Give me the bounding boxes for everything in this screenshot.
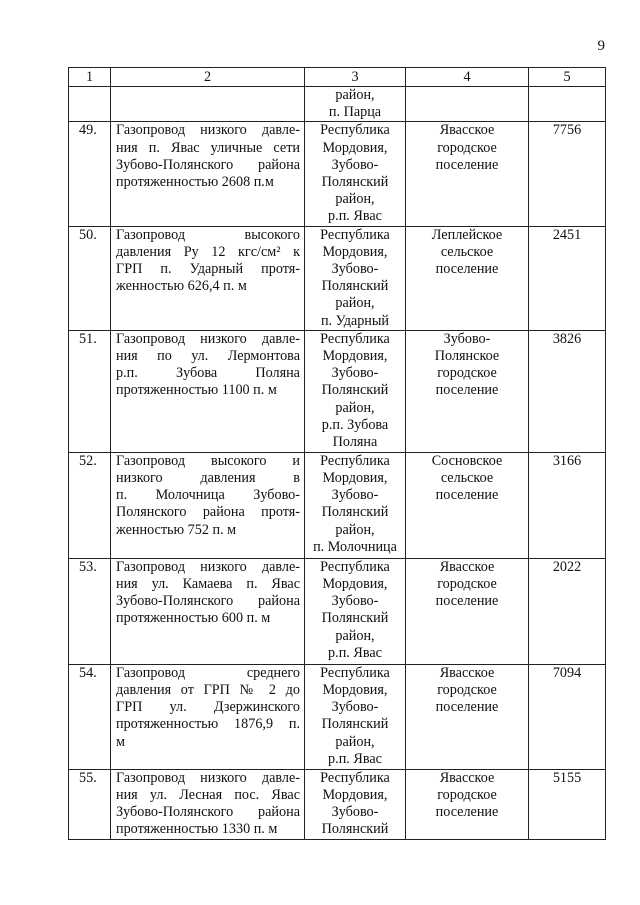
description-line: Газопровод высокого и xyxy=(116,452,300,469)
location-text: Республика Мордовия, Зубово- Полянский xyxy=(320,769,390,838)
description-line: женностью 752 п. м xyxy=(116,521,237,538)
row-number: 52. xyxy=(69,452,111,558)
description-line: м xyxy=(116,733,125,750)
description-text xyxy=(116,559,300,628)
page-number: 9 xyxy=(597,38,605,54)
description-line: ния по ул. Лермонтова xyxy=(116,348,300,365)
row-value: 2451 xyxy=(529,226,606,330)
description-line: р.п. Зубова Поляна xyxy=(116,365,300,382)
description-line: Газопровод низкого давле- xyxy=(116,769,300,786)
description-line: п. Молочница Зубово- xyxy=(116,487,300,504)
row-value: 5155 xyxy=(529,769,606,839)
row-municipality xyxy=(406,226,529,330)
description-text xyxy=(116,770,300,839)
row-number: 55. xyxy=(69,769,111,839)
description-text xyxy=(116,122,300,191)
row-description xyxy=(111,226,305,330)
row-municipality xyxy=(406,452,529,558)
municipality-text: Явасское городское поселение xyxy=(435,664,499,716)
description-line: Зубово-Полянского района xyxy=(116,156,300,173)
description-text xyxy=(116,453,300,539)
row-municipality xyxy=(406,122,529,226)
description-line: Газопровод среднего xyxy=(116,664,300,681)
row-description xyxy=(111,122,305,226)
location-text: Республика Мордовия, Зубово- Полянский район, р.п. Явас xyxy=(320,664,390,767)
row-value: 7756 xyxy=(529,122,606,226)
municipality-text: Явасское городское поселение xyxy=(435,122,499,173)
description-line: ния ул. Камаева п. Явас xyxy=(116,576,300,593)
column-header: 3 xyxy=(305,68,406,87)
description-line: Газопровод низкого давле- xyxy=(116,330,300,347)
description-text xyxy=(116,331,300,400)
row-municipality xyxy=(406,87,529,122)
table-row xyxy=(69,558,606,664)
location-text: Республика Мордовия, Зубово- Полянский район, п. Молочница xyxy=(313,452,397,555)
description-line: Зубово-Полянского района xyxy=(116,593,300,610)
description-line: ГРП п. Ударный протя- xyxy=(116,261,300,278)
row-location: район, п. Парца xyxy=(305,87,406,122)
description-line: низкого давления в xyxy=(116,470,300,487)
description-line: ГРП ул. Дзержинского xyxy=(116,699,300,716)
location-text: Республика Мордовия, Зубово- Полянский район, р.п. Явас xyxy=(320,558,390,661)
row-municipality xyxy=(406,769,529,839)
municipality-text: Сосновское сельское поселение xyxy=(431,452,503,504)
municipality-text: Леплейское сельское поселение xyxy=(431,226,503,278)
row-description xyxy=(111,87,305,122)
column-header: 2 xyxy=(111,68,305,87)
description-line: давления от ГРП № 2 до xyxy=(116,682,300,699)
location-text: Республика Мордовия, Зубово- Полянский район, р.п. Явас xyxy=(320,122,390,225)
row-value: 2022 xyxy=(529,558,606,664)
row-number: 53. xyxy=(69,558,111,664)
column-header: 1 xyxy=(69,68,111,87)
row-location xyxy=(305,664,406,769)
row-location xyxy=(305,226,406,330)
table-row xyxy=(69,664,606,769)
description-line: Газопровод высокого xyxy=(116,226,300,243)
municipality-text: Явасское городское поселение xyxy=(435,769,499,821)
row-location xyxy=(305,452,406,558)
row-location xyxy=(305,558,406,664)
row-location xyxy=(305,122,406,226)
table-row xyxy=(69,330,606,452)
table-row xyxy=(69,769,606,839)
row-description xyxy=(111,330,305,452)
table-header-row xyxy=(69,68,606,87)
description-line: женностью 626,4 п. м xyxy=(116,278,247,295)
row-description xyxy=(111,558,305,664)
row-value: 3826 xyxy=(529,330,606,452)
description-line: протяженностью 2608 п.м xyxy=(116,174,274,191)
description-line: Полянского района протя- xyxy=(116,504,300,521)
description-line: ния п. Явас уличные сети xyxy=(116,139,300,156)
row-number: 49. xyxy=(69,122,111,226)
continuation-row xyxy=(69,87,606,122)
municipality-text: Явасское городское поселение xyxy=(435,558,499,610)
description-line: протяженностью 1100 п. м xyxy=(116,382,277,399)
row-number: 50. xyxy=(69,226,111,330)
description-text xyxy=(116,227,300,296)
column-header: 5 xyxy=(529,68,606,87)
row-value xyxy=(529,87,606,122)
description-line: протяженностью 1330 п. м xyxy=(116,821,278,838)
row-municipality xyxy=(406,664,529,769)
table-row xyxy=(69,122,606,226)
row-number: 51. xyxy=(69,330,111,452)
description-line: ния ул. Лесная пос. Явас xyxy=(116,787,300,804)
row-number: 54. xyxy=(69,664,111,769)
row-description xyxy=(111,452,305,558)
description-line: Газопровод низкого давле- xyxy=(116,558,300,575)
registry-table xyxy=(68,67,606,840)
table-row xyxy=(69,226,606,330)
row-number xyxy=(69,87,111,122)
table-row xyxy=(69,452,606,558)
row-value: 7094 xyxy=(529,664,606,769)
description-line: протяженностью 1876,9 п. xyxy=(116,716,300,733)
municipality-text: Зубово- Полянское городское поселение xyxy=(434,330,500,399)
description-line: протяженностью 600 п. м xyxy=(116,610,271,627)
column-header: 4 xyxy=(406,68,529,87)
location-text: Республика Мордовия, Зубово- Полянский район, р.п. Зубова Поляна xyxy=(320,330,390,451)
location-text: Республика Мордовия, Зубово- Полянский район, п. Ударный xyxy=(320,226,390,329)
description-line: Зубово-Полянского района xyxy=(116,804,300,821)
row-location xyxy=(305,330,406,452)
row-municipality xyxy=(406,330,529,452)
description-text xyxy=(116,665,300,751)
row-municipality xyxy=(406,558,529,664)
row-location xyxy=(305,769,406,839)
row-description xyxy=(111,664,305,769)
row-value: 3166 xyxy=(529,452,606,558)
row-description xyxy=(111,769,305,839)
description-line: Газопровод низкого давле- xyxy=(116,122,300,139)
description-line: давления Ру 12 кгс/см² к xyxy=(116,243,300,260)
